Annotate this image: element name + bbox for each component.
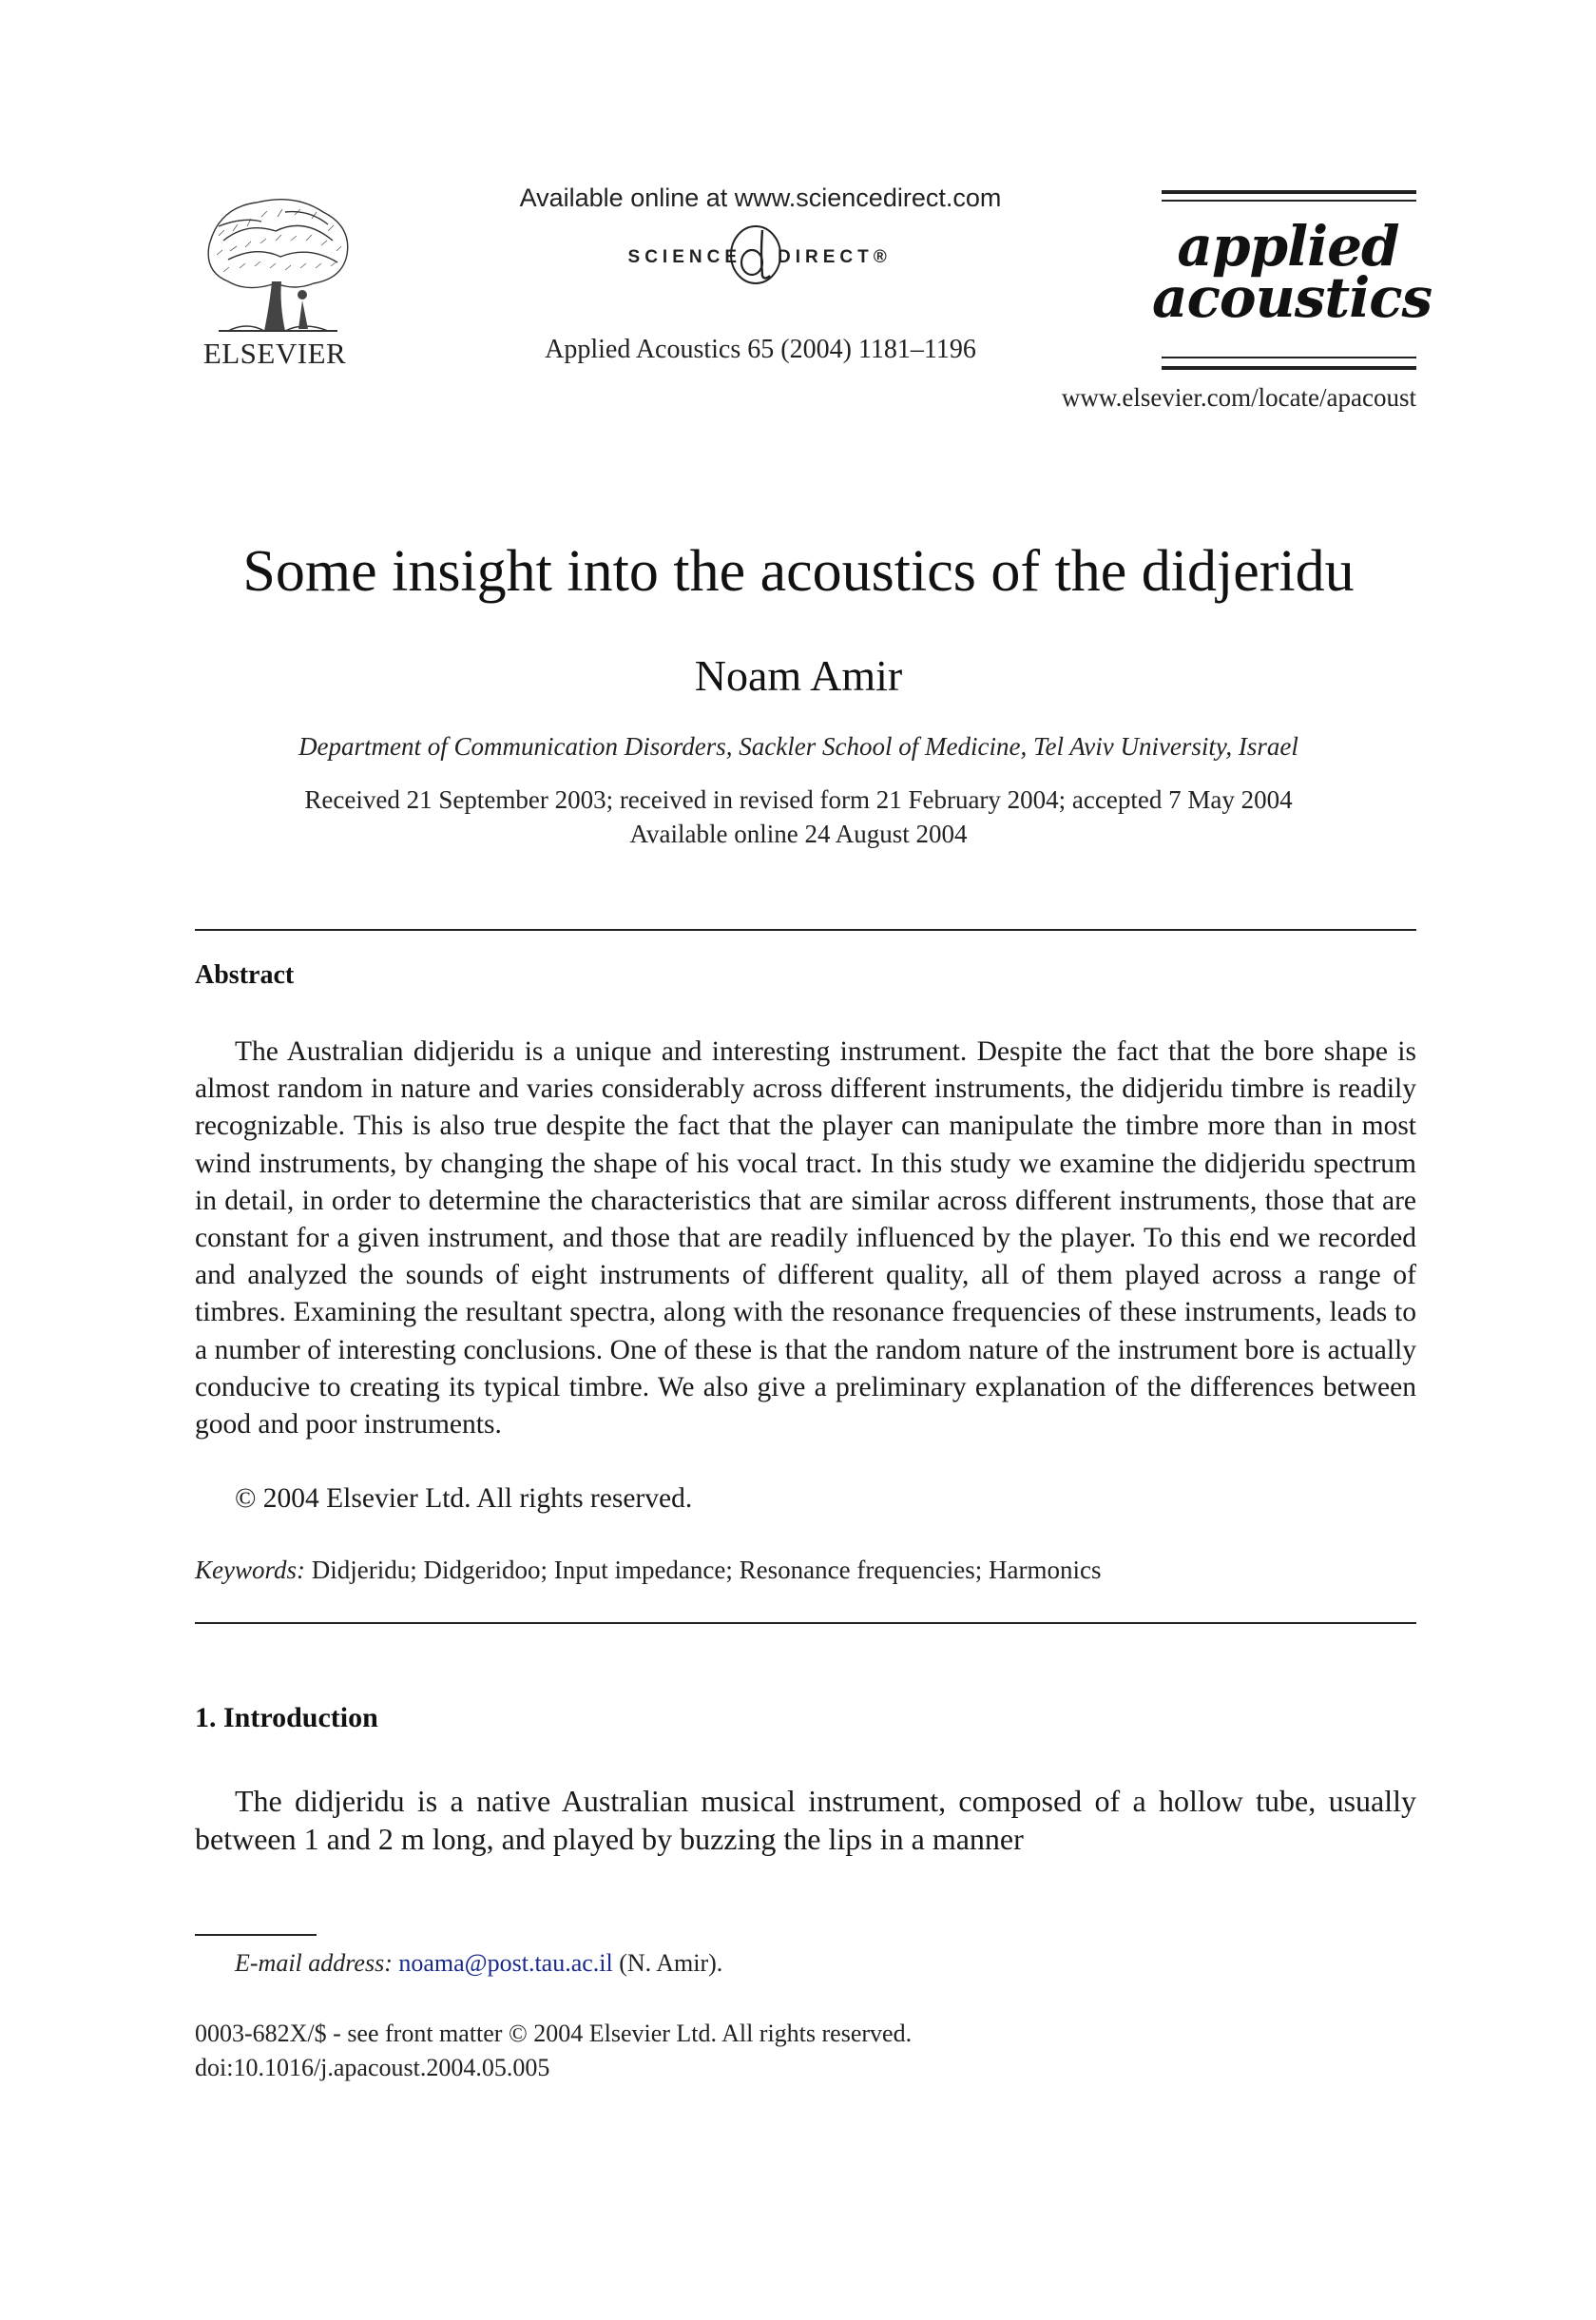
keywords (195, 1556, 1102, 1585)
author-name: Noam Amir (694, 651, 903, 700)
sciencedirect-left-word: SCIENCE (627, 247, 741, 267)
abstract-divider-bottom (195, 1622, 1416, 1624)
footnote (235, 1949, 722, 1978)
sciencedirect-right-word: DIRECT® (778, 247, 892, 267)
footnote-suffix: (N. Amir). (619, 1949, 723, 1977)
journal-logo (1152, 214, 1433, 330)
section-heading-introduction: 1. Introduction (195, 1702, 378, 1733)
footnote-label: E-mail address: (235, 1949, 393, 1977)
available-online-text: Available online at www.sciencedirect.com (519, 184, 1002, 212)
sciencedirect-d-icon (726, 221, 785, 287)
journal-logo-line2: acoustics (1152, 265, 1433, 330)
journal-citation: Applied Acoustics 65 (2004) 1181–1196 (545, 335, 976, 364)
journal-url[interactable]: www.elsevier.com/locate/apacoust (1061, 383, 1416, 412)
author-affiliation: Department of Communication Disorders, Sackler School of Medicine, Tel Aviv University, Israel (298, 732, 1298, 761)
journal-logo-line1: applied (1177, 214, 1399, 279)
doi-line[interactable]: doi:10.1016/j.apacoust.2004.05.005 (195, 2054, 550, 2081)
article-dates: Received 21 September 2003; received in revised form 21 February 2004; accepted 7 May 2004 (304, 785, 1293, 814)
author-email-link[interactable]: noama@post.tau.ac.il (398, 1949, 613, 1977)
keywords-label: Keywords: (195, 1556, 305, 1584)
journal-logo-rule-top (1162, 190, 1416, 194)
abstract-heading: Abstract (195, 960, 295, 990)
footnote-rule (195, 1934, 317, 1936)
article-title: Some insight into the acoustics of the didjeridu (242, 539, 1355, 604)
abstract-copyright: © 2004 Elsevier Ltd. All rights reserved. (235, 1483, 693, 1514)
publisher-name: ELSEVIER (202, 337, 347, 370)
abstract-divider-top (195, 929, 1416, 931)
abstract-text: The Australian didjeridu is a unique and interesting instrument. Despite the fact that the bore shape is almost random in nature and varies considerably across different instruments, the didjeridu timbre is readily recognizable. This is also true despite the fact that the player can manipulate the timbre more than in most wind instruments, by changing the shape of his vocal tract. In this study we examine the didjeridu spectrum in detail, in order to determine the characteristics that are similar across different instruments, those that are constant for a given instrument, and those that are readily influenced by the player. To this end we recorded and analyzed the sounds of eight instruments of different quality, all of them played across a range of timbres. Examining the resultant spectra, along with the resonance frequencies of these instruments, leads to a number of interesting conclusions. One of these is that the random nature of the instrument bore is actually conducive to creating its typical timbre. We also give a preliminary explanation of the differences between good and poor instruments. (195, 1036, 1416, 1440)
keywords-list: Didjeridu; Didgeridoo; Input impedance; Resonance frequencies; Harmonics (311, 1556, 1102, 1584)
journal-logo-rule-top-thin (1162, 200, 1416, 202)
journal-logo-rule-bottom-thin (1162, 357, 1416, 358)
introduction-text: The didjeridu is a native Australian musical instrument, composed of a hollow tube, usually between 1 and 2 m long, and played by buzzing the lips in a manner (195, 1784, 1416, 1856)
sciencedirect-logo (494, 221, 1027, 287)
available-online-date: Available online 24 August 2004 (629, 820, 968, 848)
front-matter-line: 0003-682X/$ - see front matter © 2004 Elsevier Ltd. All rights reserved. (195, 2020, 913, 2047)
journal-logo-rule-bottom (1162, 366, 1416, 370)
